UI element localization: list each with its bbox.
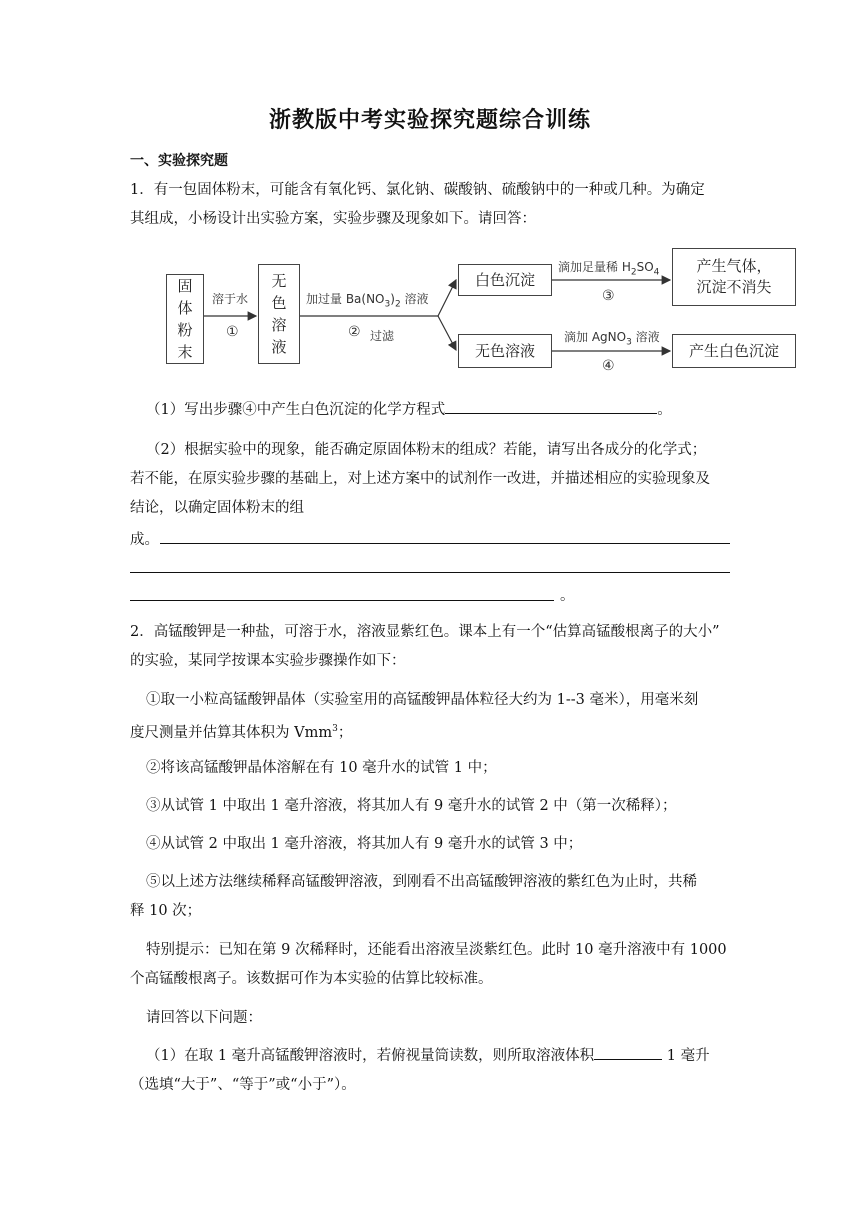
q2-line1: 2．高锰酸钾是一种盐，可溶于水，溶液显紫红色。课本上有一个“估算高锰酸根离子的大小” [130, 624, 720, 640]
q1-sub2-end: 。 [560, 588, 575, 604]
q1-sub2-line4: 成。 [130, 532, 159, 548]
q1-sub2-line3: 结论，以确定固体粉末的组 [130, 500, 304, 516]
box-solid-powder: 固体粉末 [166, 274, 204, 364]
q2-sub1-line1: （1）在取 1 毫升高锰酸钾溶液时，若俯视量筒读数，则所取溶液体积 1 毫升 [146, 1042, 746, 1071]
q1-sub1: （1）写出步骤④中产生白色沉淀的化学方程式 。 [146, 396, 746, 425]
section-heading: 一、实验探究题 [130, 153, 228, 169]
q2-step3: ③从试管 1 中取出 1 毫升溶液，将其加人有 9 毫升水的试管 2 中（第一次稀释）； [146, 798, 677, 814]
q2-ask: 请回答以下问题： [146, 1010, 262, 1026]
q2-step4: ④从试管 2 中取出 1 毫升溶液，将其加人有 9 毫升水的试管 3 中； [146, 836, 583, 852]
answer-line-2[interactable] [130, 572, 730, 573]
label-add-silver-nitrate: 滴加 AgNO$_3$ 溶液 [564, 330, 660, 348]
label-add-sulfuric-acid: 滴加足量稀 $H_2SO_4$ [558, 260, 660, 278]
q2-hint-line1: 特别提示：已知在第 9 次稀释时，还能看出溶液呈淡紫红色。此时 10 毫升溶液中有 1000 [146, 942, 727, 958]
label-dissolve: 溶于水 [212, 292, 249, 306]
step-number-4: ④ [602, 358, 615, 374]
q2-step5-line2: 释 10 次； [130, 903, 202, 919]
q2-step1-line2: 度尺测量并估算其体积为 Vmm$^3$； [130, 724, 353, 741]
box-gas-produced: 产生气体， 沉淀不消失 [672, 248, 796, 306]
step-number-1: ① [226, 324, 239, 340]
experiment-flow-diagram [162, 246, 798, 374]
q2-step1-line1: ①取一小粒高锰酸钾晶体（实验室用的高锰酸钾晶体粒径大约为 1--3 毫米），用毫米刻 [146, 692, 699, 708]
q1-line2: 其组成，小杨设计出实验方案，实验步骤及现象如下。请回答： [130, 211, 536, 227]
q2-hint-line2: 个高锰酸根离子。该数据可作为本实验的估算比较标准。 [130, 971, 493, 987]
q2-sub1-line2: （选填“大于”、“等于”或“小于”）。 [130, 1077, 356, 1093]
answer-line-3[interactable] [130, 600, 554, 601]
q2-step5-line1: ⑤以上述方法继续稀释高锰酸钾溶液，到刚看不出高锰酸钾溶液的紫红色为止时，共稀 [146, 874, 697, 890]
box-colorless-solution-2: 无色溶液 [458, 334, 552, 368]
step-number-3: ③ [602, 288, 615, 304]
box-white-precipitate: 白色沉淀 [458, 264, 552, 296]
label-add-barium-nitrate: 加过量 $Ba(NO_3)_2$ 溶液 [306, 292, 429, 310]
answer-blank-1[interactable] [445, 399, 657, 414]
box-colorless-solution: 无色溶液 [258, 264, 300, 364]
answer-blank-2[interactable] [594, 1045, 662, 1060]
q2-line2: 的实验，某同学按课本实验步骤操作如下： [130, 653, 406, 669]
q2-step2: ②将该高锰酸钾晶体溶解在有 10 毫升水的试管 1 中； [146, 760, 497, 776]
document-title: 浙教版中考实验探究题综合训练 [268, 107, 591, 133]
step-number-2: ② [348, 324, 361, 340]
answer-line-1[interactable] [160, 543, 730, 544]
box-white-precipitate-result: 产生白色沉淀 [672, 334, 796, 368]
q1-sub2-line2: 若不能，在原实验步骤的基础上，对上述方案中的试剂作一改进，并描述相应的实验现象及 [130, 471, 710, 487]
q1-line1: 1．有一包固体粉末，可能含有氧化钙、氯化钠、碳酸钠、硫酸钠中的一种或几种。为确定 [130, 182, 705, 198]
q1-sub2-line1: （2）根据实验中的现象，能否确定原固体粉末的组成？若能，请写出各成分的化学式； [146, 442, 707, 458]
label-filter: 过滤 [370, 329, 395, 343]
